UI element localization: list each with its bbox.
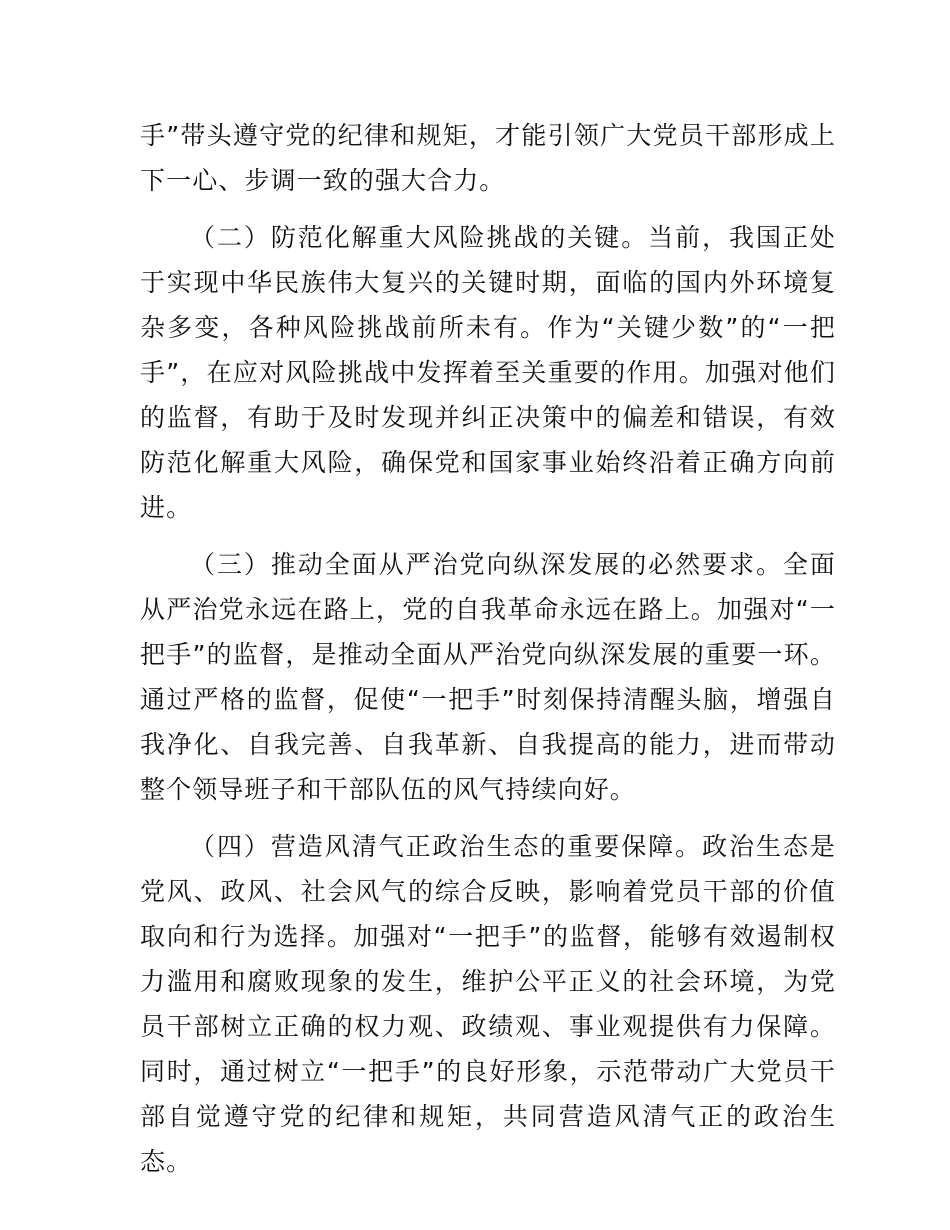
paragraph-section-three: （三）推动全面从严治党向纵深发展的必然要求。全面从严治党永远在路上，党的自我革命永远在路上。加强对“一把手”的监督，是推动全面从严治党向纵深发展的重要一环。通过严格的监督，促使“一把手”时刻保持清醒头脑，增强自我净化、自我完善、自我革新、自我提高的能力，进而带动整个领导班子和干部队伍的风气持续向好。 — [140, 550, 836, 804]
document-body — [140, 113, 836, 1196]
paragraph-section-four: （四）营造风清气正政治生态的重要保障。政治生态是党风、政风、社会风气的综合反映，影响着党员干部的价值取向和行为选择。加强对“一把手”的监督，能够有效遏制权力滥用和腐败现象的发生，维护公平正义的社会环境，为党员干部树立正确的权力观、政绩观、事业观提供有力保障。同时，通过树立“一把手”的良好形象，示范带动广大党员干部自觉遵守党的纪律和规矩，共同营造风清气正的政治生态。 — [140, 832, 836, 1176]
paragraph-section-two: （二）防范化解重大风险挑战的关键。当前，我国正处于实现中华民族伟大复兴的关键时期，面临的国内外环境复杂多变，各种风险挑战前所未有。作为“关键少数”的“一把手”，在应对风险挑战中发挥着至关重要的作用。加强对他们的监督，有助于及时发现并纠正决策中的偏差和错误，有效防范化解重大风险，确保党和国家事业始终沿着正确方向前进。 — [140, 223, 836, 522]
paragraph-continuation: 手”带头遵守党的纪律和规矩，才能引领广大党员干部形成上下一心、步调一致的强大合力。 — [140, 121, 836, 195]
